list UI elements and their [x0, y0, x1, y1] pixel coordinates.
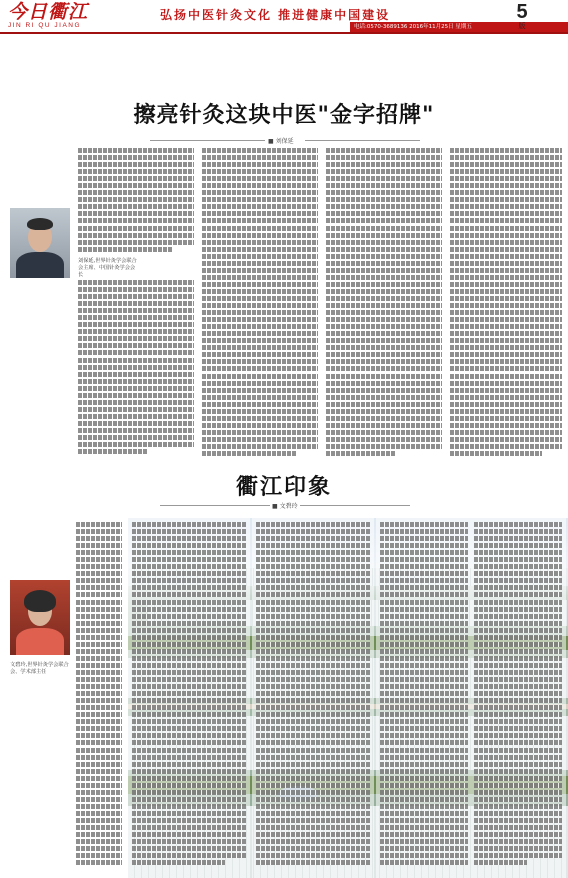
author-photo-1 [10, 208, 70, 278]
article2-column-2 [132, 522, 246, 872]
article1-byline: ■ 刘保延 [268, 138, 294, 145]
article1-column-3 [326, 148, 442, 458]
article2-column-4 [380, 522, 468, 872]
article2-byline: ■ 文碧玲 [272, 503, 298, 510]
page-number: 5 [516, 1, 528, 23]
page-number-box [512, 2, 532, 30]
article1-column-1a [78, 148, 194, 256]
masthead [0, 0, 568, 34]
author-caption-2: 文碧玲,世界针灸学会联合会、学术部主任 [10, 662, 69, 675]
article1-column-1b [78, 280, 194, 458]
logo-pinyin: JIN RI QU JIANG [8, 22, 82, 29]
article1-column-2 [202, 148, 318, 458]
author-caption-1: 刘保延,世界针灸学会联合会主席、中国针灸学会会长 [78, 258, 137, 278]
author-photo-2 [10, 580, 70, 655]
byline2-rule-left [160, 505, 270, 506]
page-unit: 版 [518, 22, 526, 30]
newspaper-logo [8, 2, 108, 30]
article2-title: 衢江印象 [235, 475, 332, 500]
article1-title: 擦亮针灸这块中医"金字招牌" [133, 103, 435, 128]
logo-cn: 今日衢江 [8, 1, 89, 23]
byline-rule-right [305, 140, 420, 141]
article2-column-3 [256, 522, 370, 872]
article1-column-4 [450, 148, 562, 458]
info-bar: 电话:0570-3689136 2016年11月25日 星期五 [350, 22, 568, 32]
byline-rule-left [150, 140, 265, 141]
article2-column-1 [76, 522, 122, 872]
byline2-rule-right [300, 505, 410, 506]
article2-column-5 [474, 522, 562, 872]
page-slogan: 弘扬中医针灸文化 推进健康中国建设 [160, 8, 391, 22]
